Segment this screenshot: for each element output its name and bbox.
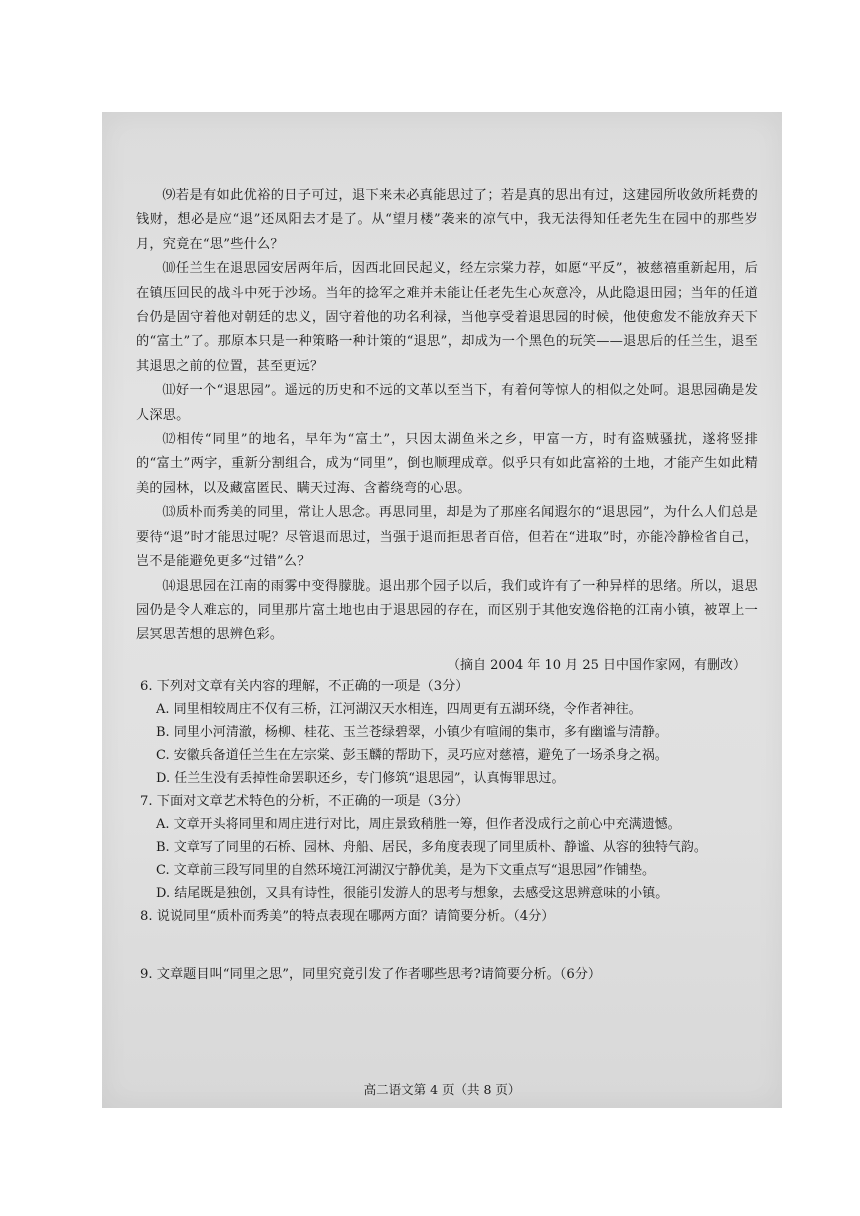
question-7-option-d: D. 结尾既是独创，又具有诗性，很能引发游人的思考与想象，去感受这思辨意味的小镇。: [156, 885, 669, 901]
question-7-option-b: B. 文章写了同里的石桥、园林、舟船、居民，多角度表现了同里质朴、静谧、从容的独特气韵。: [156, 839, 707, 855]
question-6-option-b: B. 同里小河清澈，杨柳、桂花、玉兰苍绿碧翠，小镇少有喧闹的集市，多有幽谧与清静。: [156, 724, 668, 740]
question-9: 9. 文章题目叫“同里之思”，同里究竟引发了作者哪些思考?请简要分析。（6分）: [140, 966, 602, 982]
question-7-option-a: A. 文章开头将同里和周庄进行对比，周庄景致稍胜一筹，但作者没成行之前心中充满遗憾。: [156, 816, 681, 832]
source-citation: （摘自 2004 年 10 月 25 日中国作家网，有删改）: [447, 657, 746, 673]
answer-space: [136, 928, 758, 963]
scanned-page: [102, 112, 782, 1108]
question-6-stem: 6. 下列对文章有关内容的理解，不正确的一项是（3分）: [140, 678, 469, 694]
question-6-option-d: D. 任兰生没有丢掉性命罢职还乡，专门修筑“退思园”，认真悔罪思过。: [156, 770, 565, 786]
question-6-option-c: C. 安徽兵备道任兰生在左宗棠、彭玉麟的帮助下，灵巧应对慈禧，避免了一场杀身之祸。: [156, 747, 668, 763]
question-8: 8. 说说同里“质朴而秀美”的特点表现在哪两方面？请简要分析。（4分）: [140, 908, 555, 924]
page-footer: 高二语文第 4 页（共 8 页）: [363, 1082, 521, 1097]
paragraph-10: ⑽任兰生在退思园安居两年后，因西北回民起义，经左宗棠力荐，如愿“平反”，被慈禧重新起用，后在镇压回民的战斗中死于沙场。当年的捻军之难并未能让任老先生心灰意冷，从此隐退田园；当年的任道台仍是固守着他对朝廷的忠义，固守着他的功名利禄，当他享受着退思园的时候，他使愈发不能放弃天下的“富土”了。那原本只是一种策略一种计策的“退思”，却成为一个黑色的玩笑——退思后的任兰生，退至其退思之前的位置，甚至更远？: [136, 261, 758, 374]
question-6-option-a: A. 同里相较周庄不仅有三桥，江河湖汉天水相连，四周更有五湖环绕，令作者神往。: [156, 701, 642, 717]
paragraph-11: ⑾好一个“退思园”。遥远的历史和不远的文革以至当下，有着何等惊人的相似之处呵。退思园确是发人深思。: [136, 383, 758, 423]
page-content: [136, 184, 758, 986]
paragraph-13: ⒀质朴而秀美的同里，常让人思念。再思同里，却是为了那座名闻遐尔的“退思园”，为什么人们总是要待“退”时才能思过呢？尽管退而思过，当强于退而拒思者百倍，但若在“进取”时，亦能冷静检省自己，岂不是能避免更多“过错”么？: [136, 505, 758, 570]
question-7-option-c: C. 文章前三段写同里的自然环境江河湖汉宁静优美，是为下文重点写“退思园”作铺垫。: [156, 862, 656, 878]
paragraph-14: ⒁退思园在江南的雨雾中变得朦胧。退出那个园子以后，我们或许有了一种异样的思绪。所以，退思园仍是令人难忘的，同里那片富土地也由于退思园的存在，而区别于其他安逸俗艳的江南小镇，被罩上一层冥思苦想的思辨色彩。: [136, 578, 758, 643]
paragraph-9: ⑼若是有如此优裕的日子可过，退下来未必真能思过了；若是真的思出有过，这建园所收敛所耗费的钱财，想必是应“退”还凤阳去才是了。从“望月楼”袭来的凉气中，我无法得知任老先生在园中的那些岁月，究竟在“思”些什么？: [136, 188, 758, 252]
question-7-stem: 7. 下面对文章艺术特色的分析，不正确的一项是（3分）: [140, 793, 469, 809]
paragraph-12: ⑿相传“同里”的地名，早年为“富土”，只因太湖鱼米之乡，甲富一方，时有盗贼骚扰，遂将竖排的“富土”两字，重新分割组合，成为“同里”，倒也顺理成章。似乎只有如此富裕的土地，才能产生如此精美的园林，以及藏富匿民、瞒天过海、含蓄绕弯的心思。: [136, 432, 758, 496]
